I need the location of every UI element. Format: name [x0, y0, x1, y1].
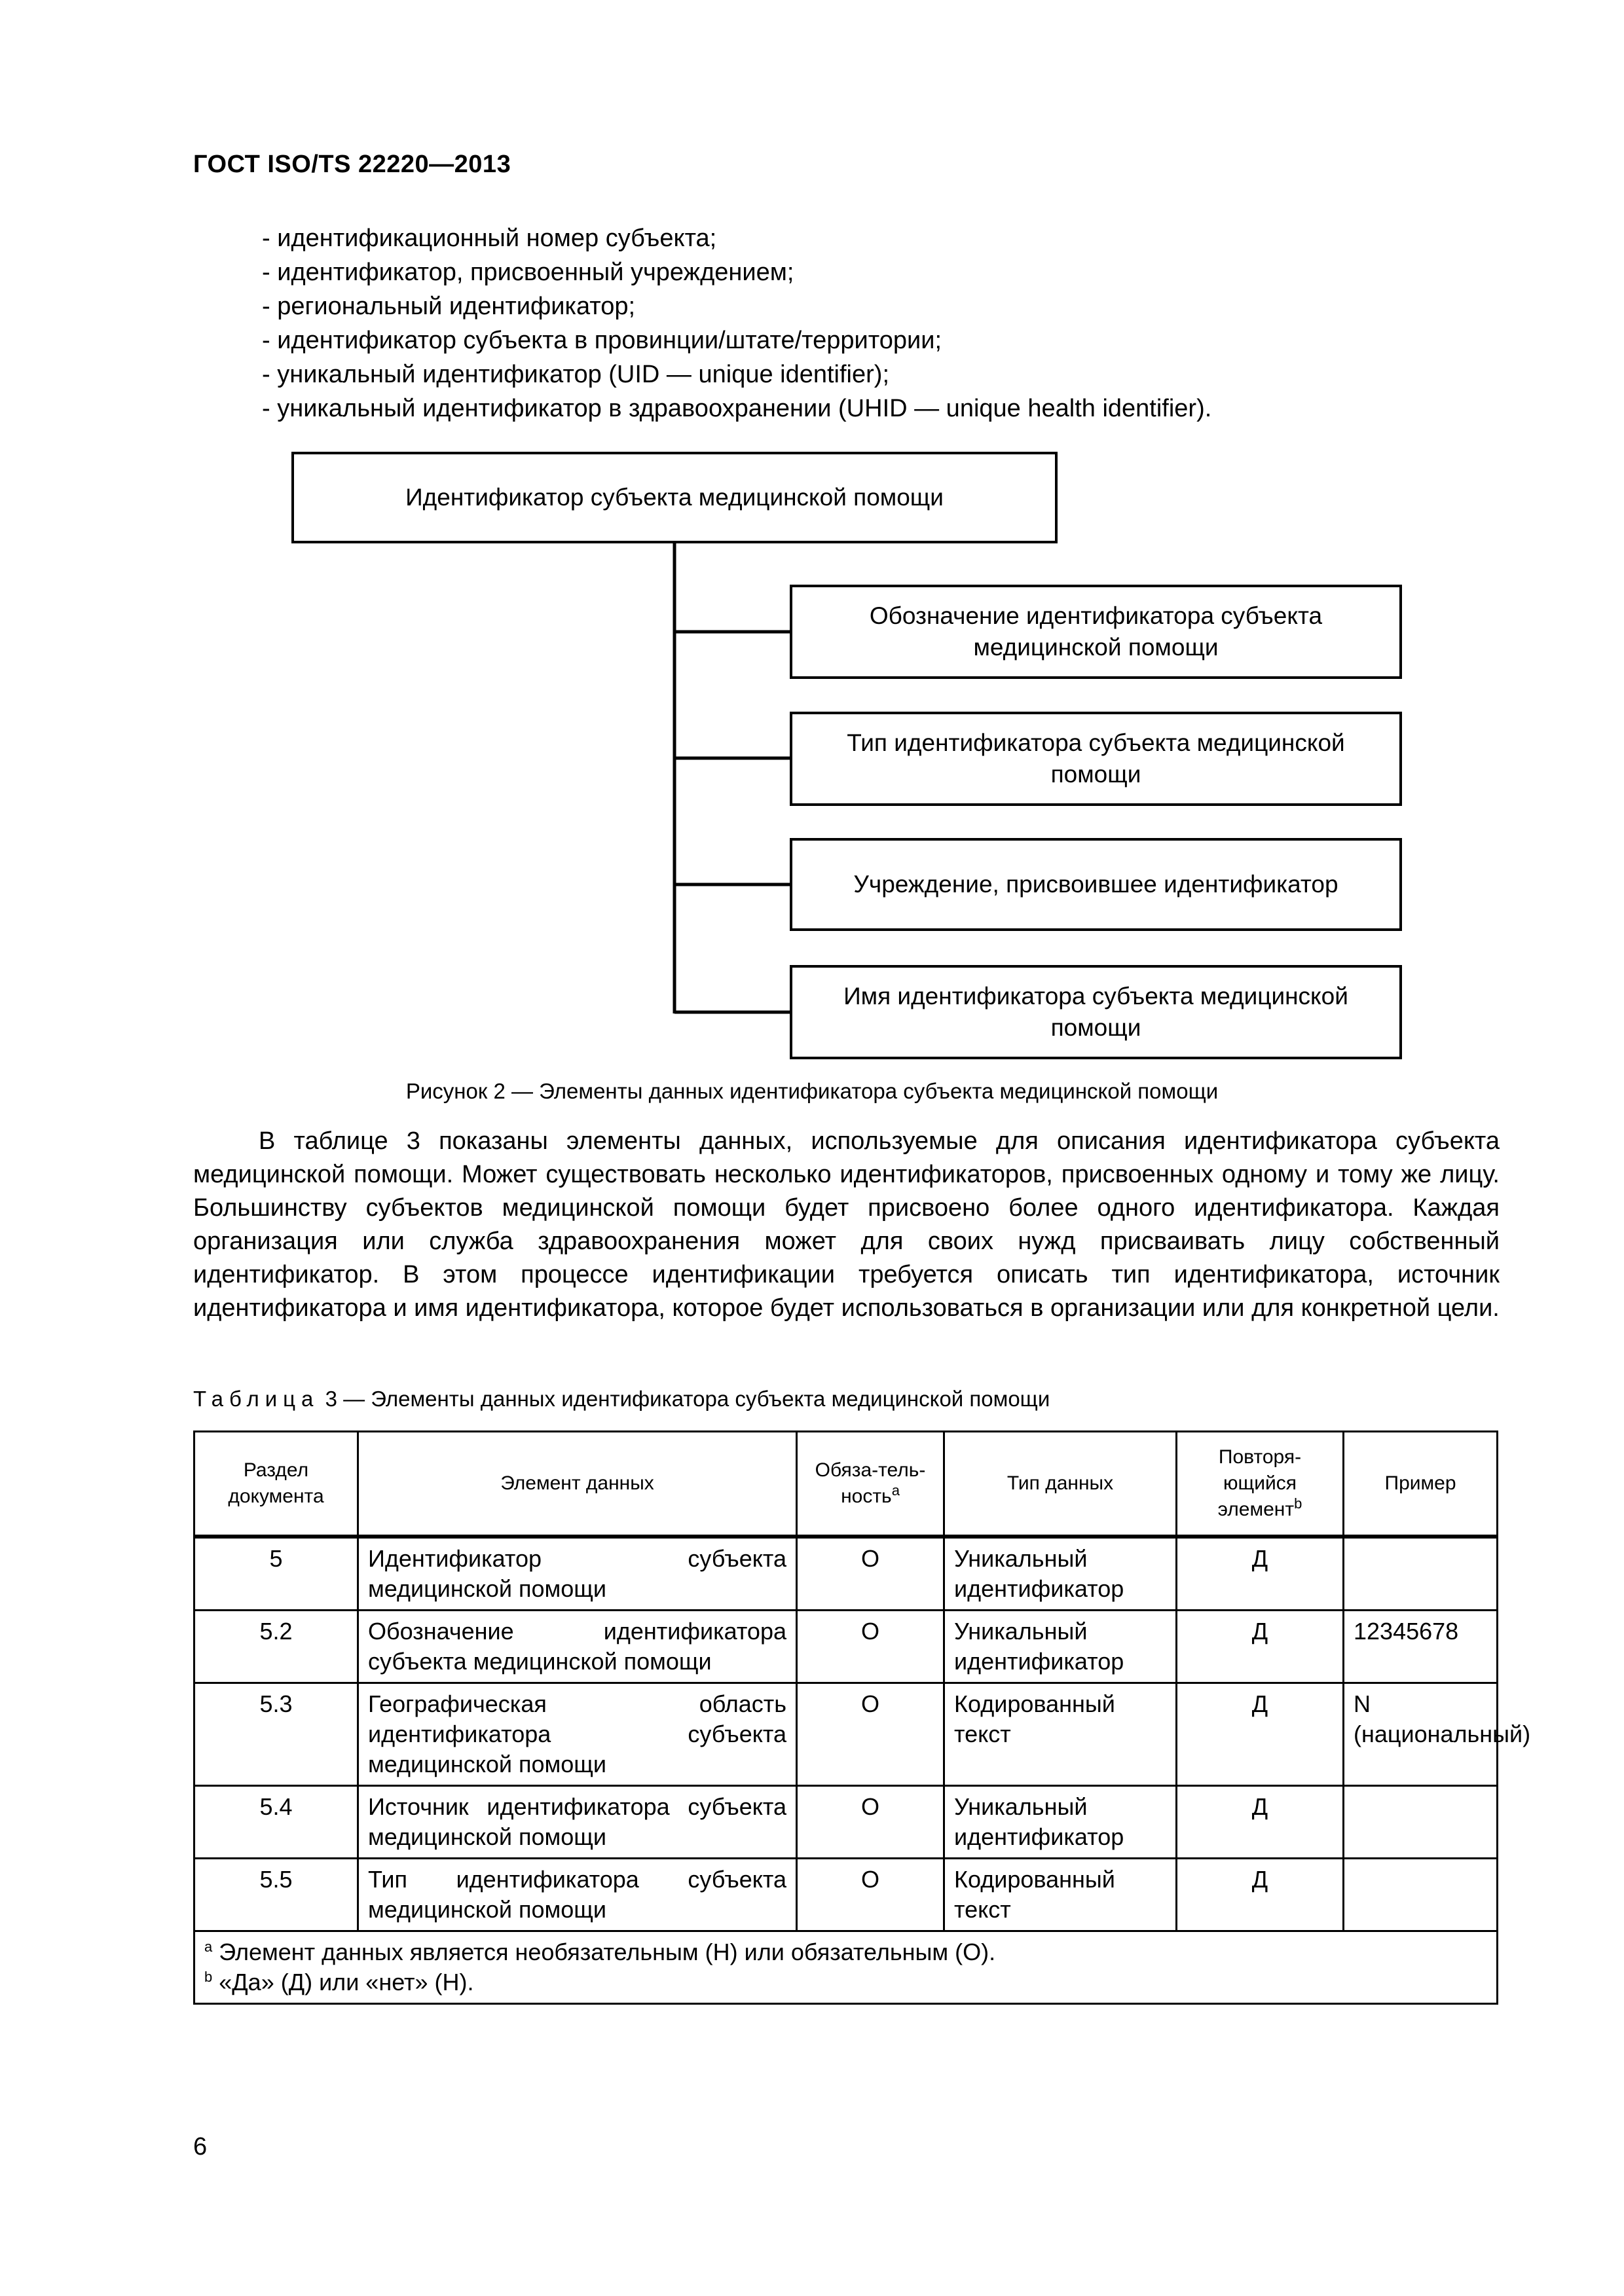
cell-element: Географическая область идентификатора субъекта медицинской помощи [358, 1683, 797, 1786]
cell-section: 5.4 [194, 1786, 358, 1859]
header-repeating: Повторя-ющийся элемент$^b$ [1177, 1432, 1344, 1537]
header-element: Элемент данных [358, 1432, 797, 1537]
cell-repeating: Д [1177, 1859, 1344, 1931]
header-example: Пример [1344, 1432, 1498, 1537]
list-item: - идентификационный номер субъекта; [262, 225, 717, 252]
list-item: - региональный идентификатор; [262, 293, 636, 320]
cell-element: Обозначение идентификатора субъекта медицинской помощи [358, 1611, 797, 1683]
list-item: - уникальный идентификатор в здравоохранении (UHID — unique health identifier). [262, 395, 1212, 422]
cell-mandatory: О [797, 1683, 944, 1786]
cell-element: Тип идентификатора субъекта медицинской помощи [358, 1859, 797, 1931]
table-title [193, 1387, 1050, 1412]
header-section: Раздел документа [194, 1432, 358, 1537]
body-paragraph: В таблице 3 показаны элементы данных, используемые для описания идентификатора субъекта медицинской помощи. Может существовать несколько идентификаторов, присвоенных одному и тому же лицу. Большинству субъектов медицинской помощи будет присвоено более одного идентификатора. Каждая организация или служба здравоохранения может для своих нужд присваивать лицу собственный идентификатор. В этом процессе идентификации требуется описать тип идентификатора, источник идентификатора и имя идентификатора, которое будет использоваться в организации или для конкретной цели. [193, 1127, 1500, 1322]
cell-mandatory: О [797, 1611, 944, 1683]
cell-example [1344, 1786, 1498, 1859]
data-elements-table [193, 1430, 1531, 2005]
cell-datatype: Уникальный идентификатор [944, 1537, 1177, 1611]
cell-repeating: Д [1177, 1537, 1344, 1611]
footnote: $^a$ Элемент данных является необязательным (Н) или обязательным (О). [204, 1939, 996, 1965]
list-item: - идентификатор субъекта в провинции/штате/территории; [262, 327, 942, 354]
cell-datatype: Кодированный текст [944, 1683, 1177, 1786]
cell-mandatory: О [797, 1859, 944, 1931]
cell-datatype: Уникальный идентификатор [944, 1611, 1177, 1683]
table-caption: 3 — Элементы данных идентификатора субъекта медицинской помощи [325, 1387, 1050, 1411]
identifier-types-list [262, 221, 1211, 426]
table-row [194, 1786, 1498, 1859]
table-notes [194, 1931, 1498, 2004]
cell-example: 12345678 [1344, 1611, 1498, 1683]
diagram-root-node: Идентификатор субъекта медицинской помощи [291, 452, 1058, 543]
cell-example [1344, 1537, 1498, 1611]
cell-element: Идентификатор субъекта медицинской помощи [358, 1537, 797, 1611]
cell-section: 5.5 [194, 1859, 358, 1931]
cell-repeating: Д [1177, 1786, 1344, 1859]
cell-section: 5.3 [194, 1683, 358, 1786]
page-number: 6 [193, 2133, 208, 2160]
cell-repeating: Д [1177, 1683, 1344, 1786]
cell-example [1344, 1859, 1498, 1931]
cell-datatype: Уникальный идентификатор [944, 1786, 1177, 1859]
diagram-node: Имя идентификатора субъекта медицинской помощи [790, 965, 1402, 1059]
cell-mandatory: О [797, 1786, 944, 1859]
header-mandatory: Обяза-тель-ность$^a$ [797, 1432, 944, 1537]
cell-section: 5.2 [194, 1611, 358, 1683]
figure-caption: Рисунок 2 — Элементы данных идентификатора субъекта медицинской помощи [405, 1079, 1219, 1103]
cell-mandatory: О [797, 1537, 944, 1611]
diagram-node: Тип идентификатора субъекта медицинской помощи [790, 712, 1402, 806]
table-row [194, 1683, 1498, 1786]
list-item: - идентификатор, присвоенный учреждением; [262, 259, 794, 286]
table-row [194, 1537, 1498, 1611]
cell-element: Источник идентификатора субъекта медицинской помощи [358, 1786, 797, 1859]
cell-repeating: Д [1177, 1611, 1344, 1683]
cell-section: 5 [194, 1537, 358, 1611]
cell-example: N (национальный) [1344, 1683, 1498, 1786]
table-header-row [194, 1432, 1498, 1537]
list-item: - уникальный идентификатор (UID — unique identifier); [262, 361, 889, 388]
table-row [194, 1611, 1498, 1683]
table-row [194, 1859, 1498, 1931]
table-label: Таблица [193, 1387, 320, 1411]
footnote: $^b$ «Да» (Д) или «нет» (Н). [204, 1969, 474, 1995]
header-datatype: Тип данных [944, 1432, 1177, 1537]
table-notes-row [194, 1931, 1498, 2004]
diagram-node: Учреждение, присвоившее идентификатор [790, 838, 1402, 931]
diagram-node: Обозначение идентификатора субъекта медицинской помощи [790, 585, 1402, 679]
document-header: ГОСТ ISO/TS 22220—2013 [193, 151, 511, 178]
cell-datatype: Кодированный текст [944, 1859, 1177, 1931]
